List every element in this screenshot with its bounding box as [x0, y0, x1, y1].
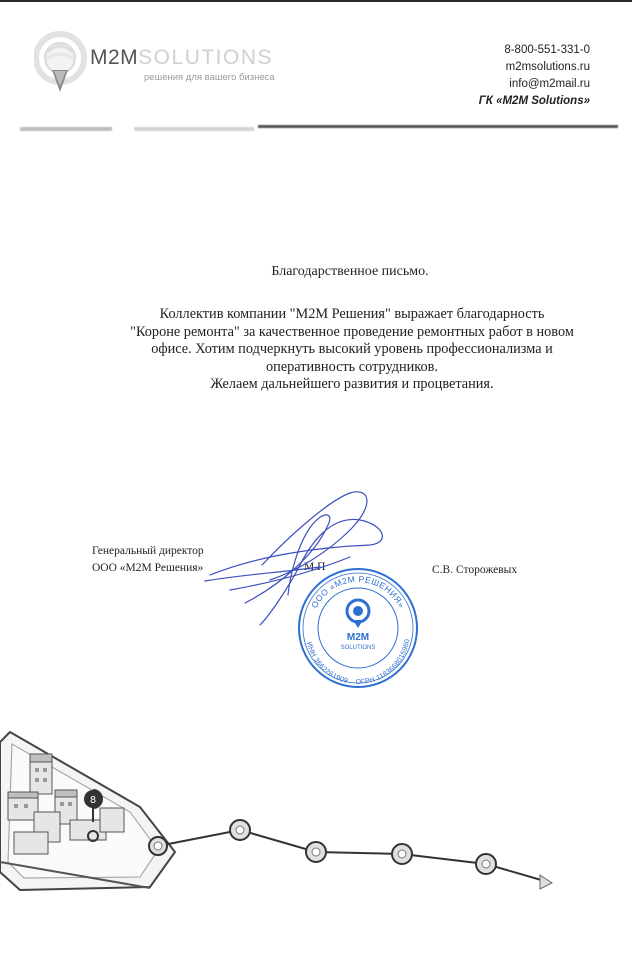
logo-wordmark-main: M2M: [90, 46, 139, 69]
seal-logo-main: M2M: [346, 632, 370, 643]
signer-name: С.В. Сторожевых: [432, 564, 518, 576]
header-rule-left: [20, 127, 112, 131]
signatory-title: Генеральный директор: [92, 545, 204, 557]
header-rule-right: [258, 125, 618, 128]
contact-email: info@m2mail.ru: [509, 78, 590, 90]
seal-ogrn-text: ОГРН 1183668015960: [355, 638, 412, 687]
logo-tagline: решения для вашего бизнеса: [144, 72, 275, 83]
company-seal: [296, 566, 420, 690]
logo-wordmark-rest: SOLUTIONS: [138, 46, 274, 69]
contact-website: m2msolutions.ru: [505, 61, 590, 73]
letter-line: Желаем дальнейшего развития и процветания.: [210, 376, 494, 392]
contact-block: [479, 42, 590, 110]
route-line: [149, 820, 552, 889]
letter-line: Коллектив компании "М2М Решения" выражает благодарность: [159, 306, 545, 322]
signatory-company: ООО «М2М Решения»: [92, 562, 204, 574]
letter-title: Благодарственное письмо.: [271, 264, 429, 279]
logo-pin-icon: [34, 30, 94, 100]
svg-text:8: 8: [89, 795, 97, 806]
letter-line: "Короне ремонта" за качественное проведение ремонтных работ в новом: [130, 323, 574, 340]
contact-company: ГК «M2M Solutions»: [478, 95, 590, 107]
top-edge-line: [0, 0, 632, 2]
seal-pin-icon: [347, 600, 369, 628]
signatory-position: [92, 543, 204, 577]
letter-body: [88, 306, 616, 394]
logo-wordmark: [90, 46, 273, 70]
header-rule-mid: [134, 127, 254, 131]
contact-phone: 8-800-551-331-0: [504, 44, 590, 56]
letter-line: офисе. Хотим подчеркнуть высокий уровень профессионализма и: [151, 341, 553, 357]
company-logo: [34, 30, 284, 100]
seal-logo-sub: SOLUTIONS: [340, 645, 376, 651]
phone-illustration: [0, 732, 175, 890]
footer-illustration: [0, 712, 632, 912]
letter-line: оперативность сотрудников.: [266, 358, 438, 375]
stamp-label: М.П: [304, 561, 326, 573]
seal-inn-text: ИНН 3662261909: [305, 641, 349, 685]
seal-company-text: ООО «М2М РЕШЕНИЯ»: [309, 573, 407, 610]
